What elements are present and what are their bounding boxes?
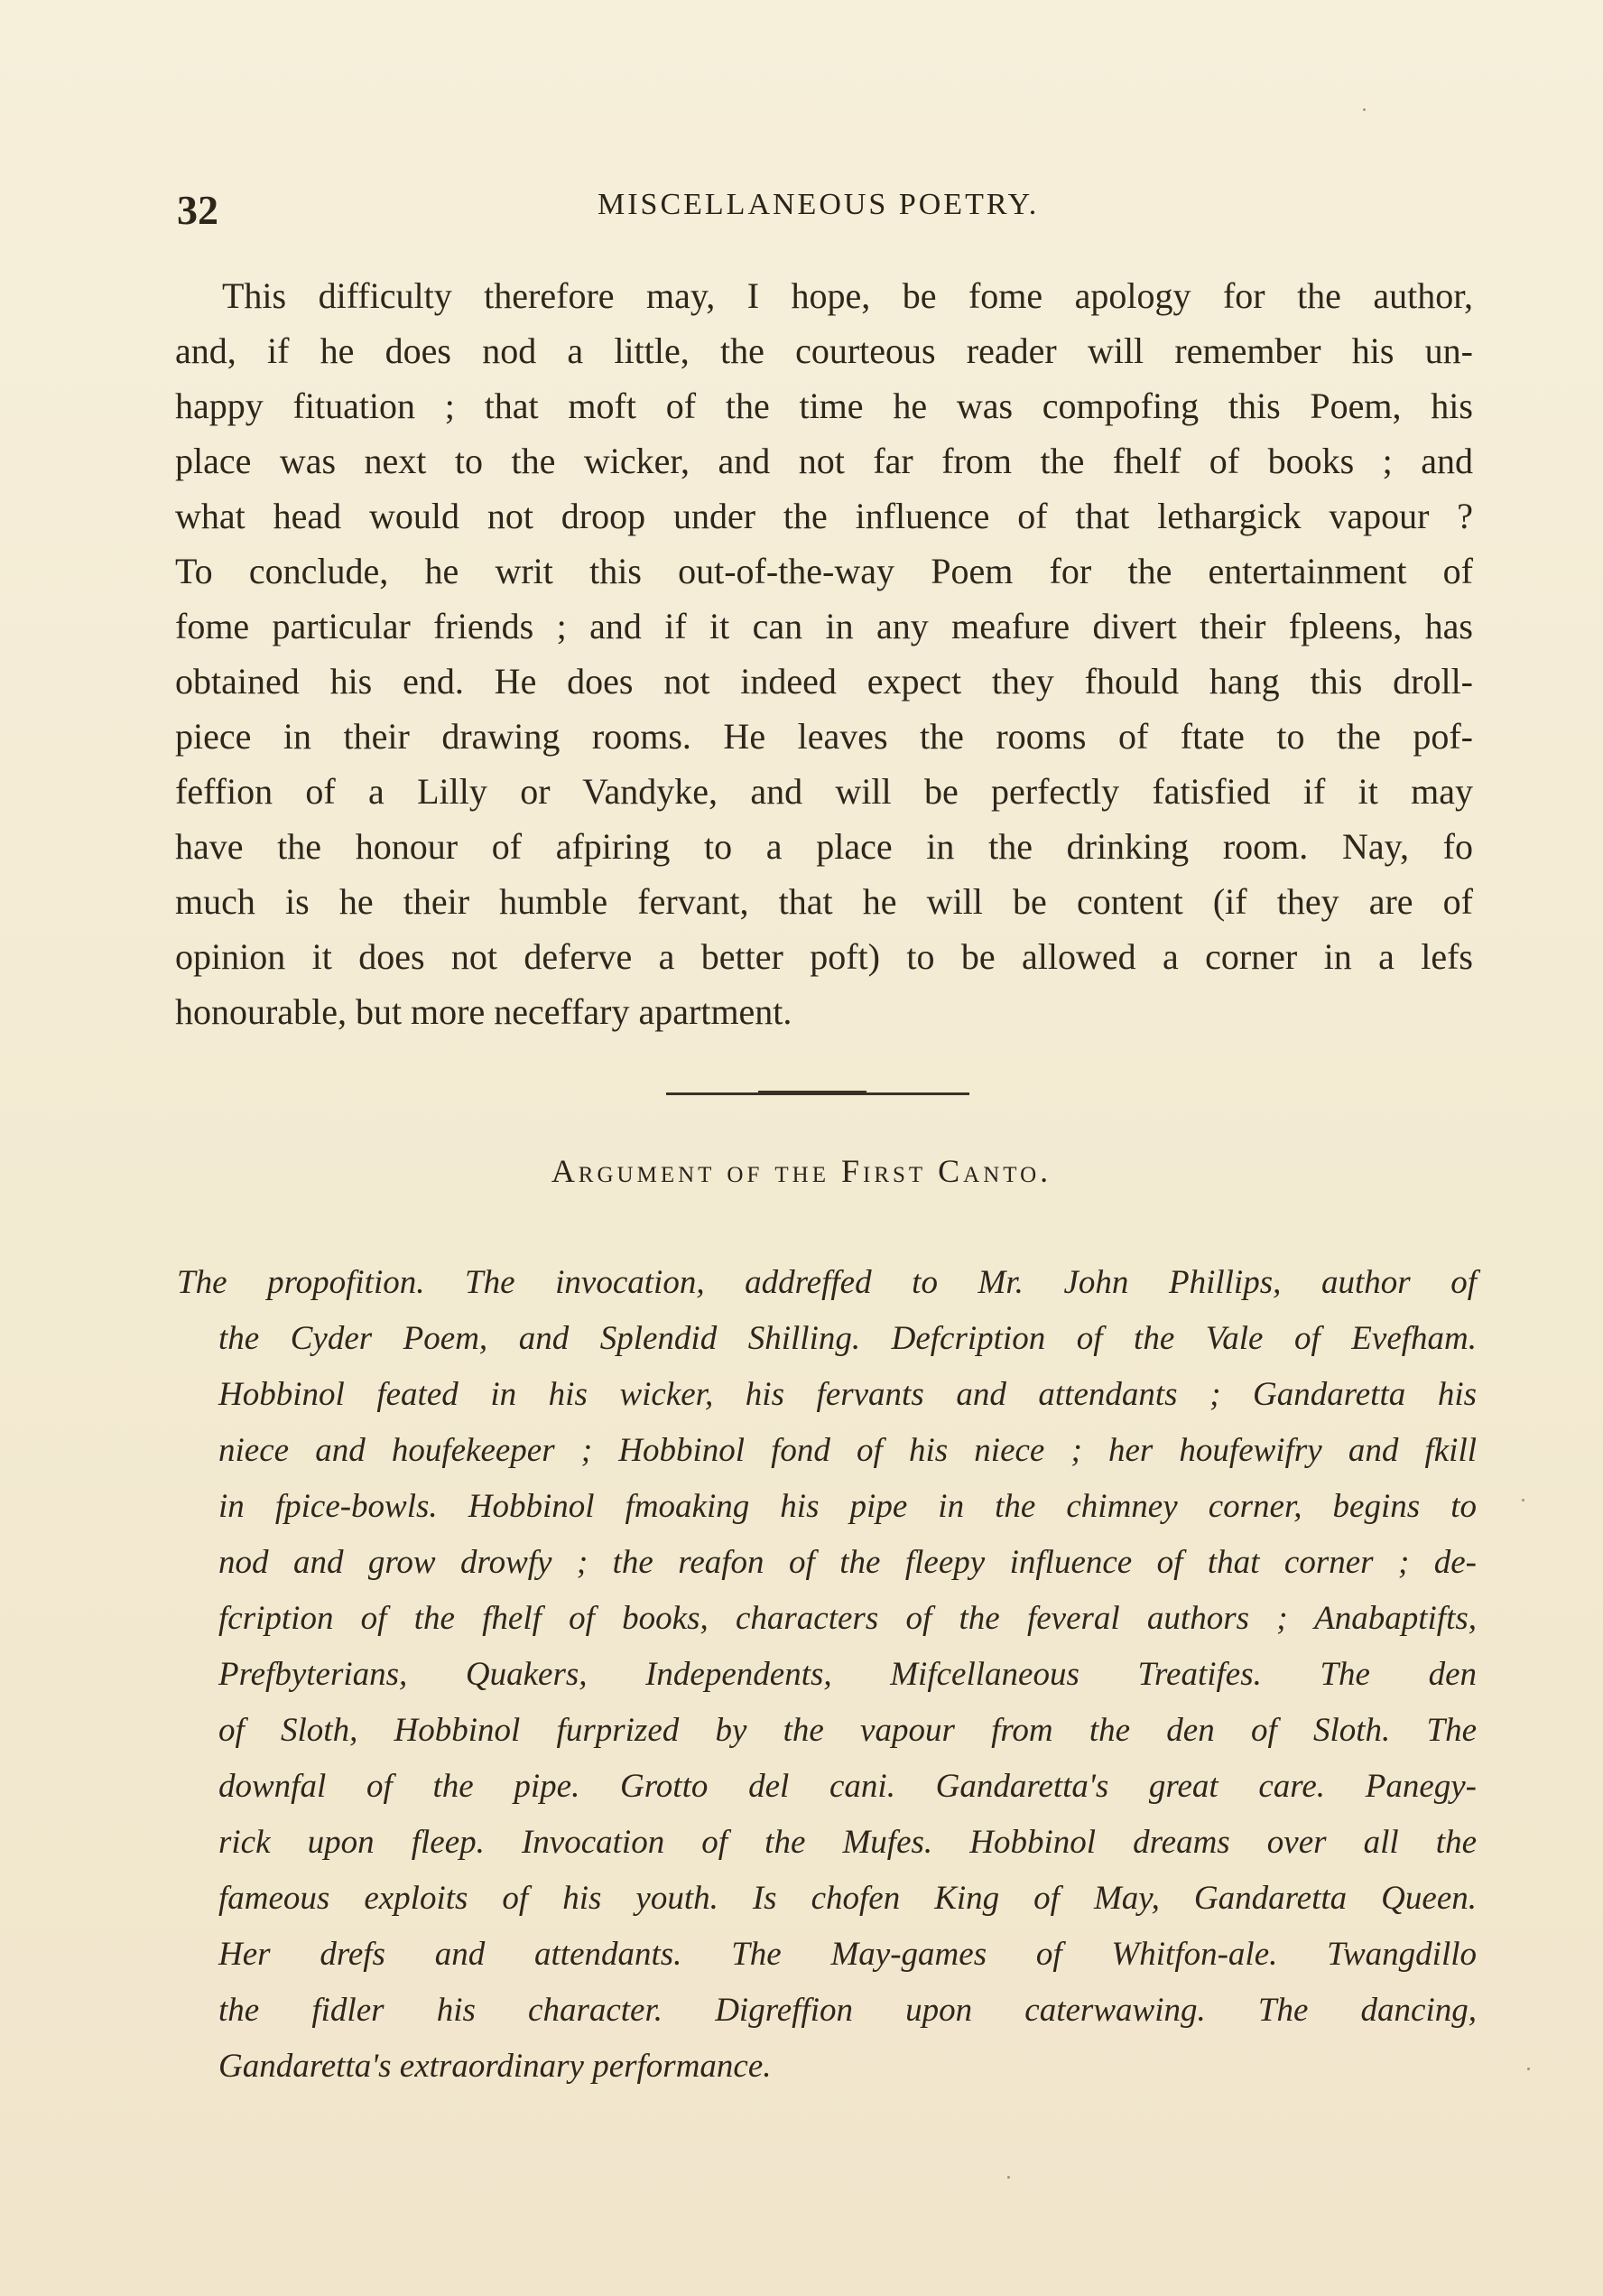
paper-speck xyxy=(1522,1499,1524,1501)
prose-line: what head would not droop under the influence of that lethargick vapour ? xyxy=(175,496,1473,536)
prose-line: much is he their humble fervant, that he will be content (if they are of xyxy=(175,881,1473,922)
prose-line: have the honour of afpiring to a place in the drinking room. Nay, fo xyxy=(175,826,1473,867)
page-header xyxy=(177,173,1468,237)
prose-line: place was next to the wicker, and not far from the fhelf of books ; and xyxy=(175,441,1473,481)
argument-paragraph xyxy=(177,1255,1477,2095)
section-title: Argument of the First Canto. xyxy=(551,1153,1052,1189)
argument-line: in fpice-bowls. Hobbinol fmoaking his pipe in the chimney corner, begins to xyxy=(218,1488,1477,1525)
prose-line: piece in their drawing rooms. He leaves the rooms of ftate to the pof- xyxy=(175,716,1473,757)
paper-speck xyxy=(1007,2176,1010,2179)
argument-line: The propofition. The invocation, addreffed to Mr. John Phillips, author of xyxy=(177,1264,1477,1301)
argument-line: Her drefs and attendants. The May-games of Whitfon-ale. Twangdillo xyxy=(218,1936,1477,1973)
paper-speck xyxy=(1527,2068,1530,2070)
argument-line: of Sloth, Hobbinol furprized by the vapour from the den of Sloth. The xyxy=(218,1712,1477,1749)
argument-line: fameous exploits of his youth. Is chofen King of May, Gandaretta Queen. xyxy=(218,1880,1477,1917)
preface-paragraph xyxy=(175,268,1473,1039)
running-head: MISCELLANEOUS POETRY. xyxy=(598,188,1040,221)
argument-line: the Cyder Poem, and Splendid Shilling. Defcription of the Vale of Evefham. xyxy=(218,1320,1477,1357)
prose-line: honourable, but more neceffary apartment. xyxy=(175,991,792,1032)
argument-line: Hobbinol feated in his wicker, his fervants and attendants ; Gandaretta his xyxy=(218,1376,1477,1413)
prose-line: This difficulty therefore may, I hope, be fome apology for the author, xyxy=(222,275,1473,316)
prose-line: opinion it does not deferve a better poft) to be allowed a corner in a lefs xyxy=(175,936,1473,977)
argument-line: nod and grow drowfy ; the reafon of the fleepy influence of that corner ; de- xyxy=(218,1544,1477,1581)
prose-line: obtained his end. He does not indeed expect they fhould hang this droll- xyxy=(175,661,1473,702)
argument-line: downfal of the pipe. Grotto del cani. Gandaretta's great care. Panegy- xyxy=(218,1768,1477,1805)
paper-speck xyxy=(1363,108,1366,111)
argument-line: the fidler his character. Digreffion upon caterwawing. The dancing, xyxy=(218,1992,1477,2029)
argument-line: rick upon fleep. Invocation of the Mufes. Hobbinol dreams over all the xyxy=(218,1824,1477,1861)
prose-line: feffion of a Lilly or Vandyke, and will be perfectly fatisfied if it may xyxy=(175,771,1473,812)
argument-line: Gandaretta's extraordinary performance. xyxy=(218,2048,772,2085)
page-number: 32 xyxy=(177,187,218,233)
prose-line: happy fituation ; that moft of the time he was compofing this Poem, his xyxy=(175,386,1473,426)
argument-line: Prefbyterians, Quakers, Independents, Mifcellaneous Treatifes. The den xyxy=(218,1656,1477,1693)
argument-line: fcription of the fhelf of books, characters of the feveral authors ; Anabaptifts, xyxy=(218,1600,1477,1637)
section-divider-center xyxy=(758,1091,866,1095)
argument-line: niece and houfekeeper ; Hobbinol fond of his niece ; her houfewifry and fkill xyxy=(218,1432,1477,1469)
prose-line: and, if he does nod a little, the courteous reader will remember his un- xyxy=(175,330,1473,371)
prose-line: fome particular friends ; and if it can in any meafure divert their fpleens, has xyxy=(175,606,1473,646)
prose-line: To conclude, he writ this out-of-the-way Poem for the entertainment of xyxy=(175,551,1473,591)
